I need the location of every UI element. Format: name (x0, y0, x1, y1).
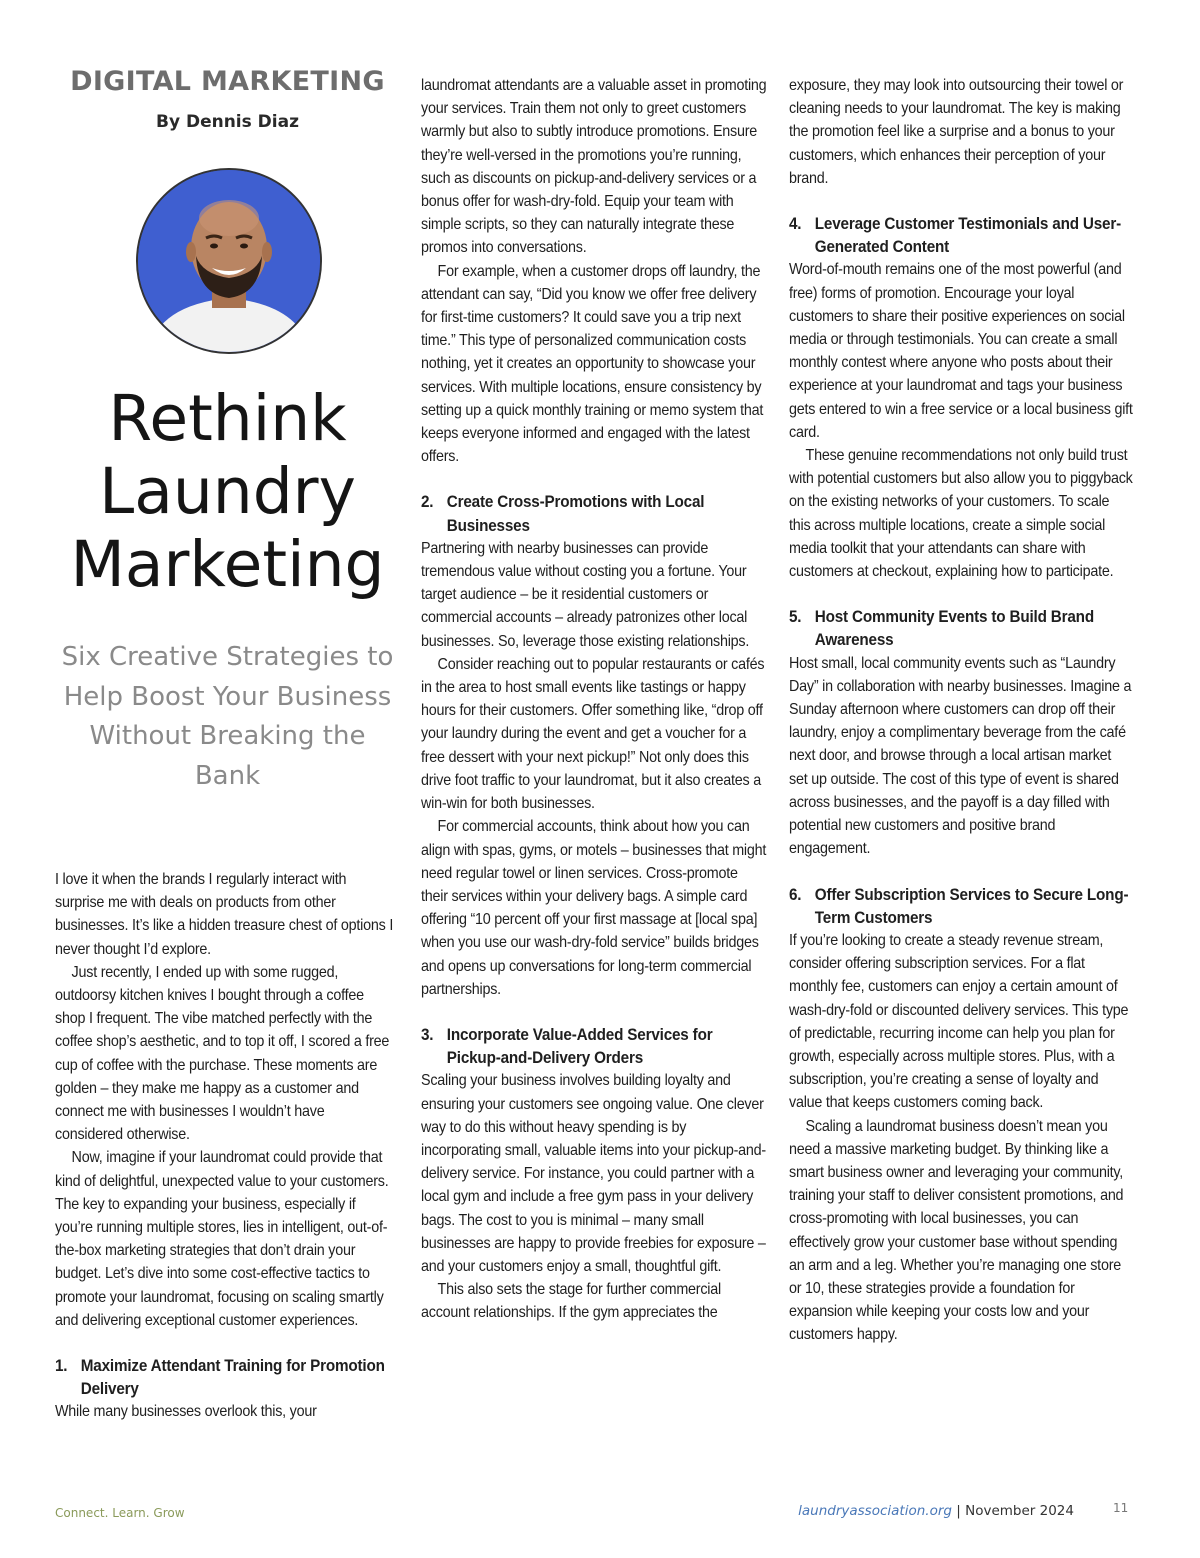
heading-strategy-6 (789, 883, 1133, 929)
title-line-3: Marketing (70, 528, 385, 601)
byline: By Dennis Diaz (156, 112, 299, 132)
right-column (789, 74, 1133, 1347)
intro-paragraph-2: Just recently, I ended up with some rugged, outdoorsy kitchen knives I bought through a coffee shop I frequent. The vibe matched perfectly with the coffee shop’s aesthetic, and to top it off, I scored a free cup of coffee with the purchase. These moments are golden – they make me happy as a customer and connect me with businesses I wouldn’t have considered otherwise. (55, 963, 390, 1144)
strategy-1-paragraph: While many businesses overlook this, your (55, 1403, 317, 1421)
title-line-1: Rethink (108, 382, 347, 455)
heading-text: Leverage Customer Testimonials and User-Generated Content (814, 214, 1122, 257)
heading-strategy-1 (55, 1354, 395, 1400)
strategy-2-paragraph-2: Consider reaching out to popular restaurants or cafés in the area to host small events like tastings or happy hours for their customers. Offer something like, “drop off your laundry during the event and get a voucher for a free dessert with your next pickup!” Not only does this drive foot traffic to your laundromat, but it also creates a win-win for both businesses. (421, 655, 765, 813)
heading-strategy-5 (789, 605, 1133, 651)
footer-publication (798, 1503, 1074, 1519)
article-title (40, 382, 415, 601)
left-column (55, 868, 395, 1424)
heading-strategy-4 (789, 212, 1133, 258)
heading-strategy-2 (421, 490, 767, 536)
strategy-4-paragraph-1: Word-of-mouth remains one of the most powerful (and free) forms of promotion. Encourage your loyal customers to share their positive experiences on social media or through testimonials. You can create a small monthly contest where anyone who posts about their experience at your laundromat and tags your business gets entered to win a free service or a local business gift card. (789, 261, 1133, 441)
author-portrait-icon (138, 170, 320, 352)
heading-text: Create Cross-Promotions with Local Businesses (446, 492, 705, 535)
heading-number: 4. (789, 214, 802, 234)
heading-text: Incorporate Value-Added Services for Pickup-and-Delivery Orders (446, 1024, 713, 1068)
heading-number: 3. (421, 1024, 434, 1044)
heading-number: 6. (789, 884, 802, 904)
heading-text: Host Community Events to Build Brand Awareness (814, 607, 1094, 650)
article-subtitle: Six Creative Strategies to Help Boost Your Business Without Breaking the Bank (61, 642, 394, 791)
strategy-2-paragraph-3: For commercial accounts, think about how you can align with spas, gyms, or motels – businesses that might need regular towel or linen services. Cross-promote their services within your delivery bags. A simple card offering “10 percent off your first massage at [local spa] when you use our wash-dry-fold service” builds bridges and opens up conversations for long-term commercial partnerships. (421, 818, 767, 998)
footer-issue-date: November 2024 (965, 1503, 1074, 1519)
heading-number: 2. (421, 492, 434, 512)
footer-tagline: Connect. Learn. Grow (55, 1506, 185, 1520)
section-label: DIGITAL MARKETING (70, 66, 385, 97)
intro-paragraph-3: Now, imagine if your laundromat could provide that kind of delightful, unexpected value to your customers. The key to expanding your business, especially if you’re running multiple stores, lies in intelligent, out-of-the-box marketing strategies that don’t drain your budget. Let’s dive into some cost-effective tactics to promote your laundromat, focusing on scaling smartly and delivering exceptional customer experiences. (55, 1149, 389, 1329)
strategy-6-paragraph-1: If you’re looking to create a steady revenue stream, consider offering subscription services. For a flat monthly fee, customers can enjoy a certain amount of wash-dry-fold or discounted delivery services. This type of predictable, recurring income can help you plan for growth, especially across multiple stores. Plus, with a subscription, you’re creating a sense of loyalty and value that keeps customers coming back. (789, 931, 1129, 1112)
middle-column (421, 74, 767, 1325)
footer-website-link[interactable]: laundryassociation.org (798, 1503, 952, 1519)
title-line-2: Laundry (99, 455, 356, 528)
heading-text: Offer Subscription Services to Secure Long-Term Customers (814, 884, 1129, 927)
intro-paragraph-1: I love it when the brands I regularly interact with surprise me with deals on products from other businesses. It’s like a hidden treasure chest of options I never thought I’d explore. (55, 871, 394, 958)
strategy-2-paragraph-1: Partnering with nearby businesses can provide tremendous value without costing you a fortune. Your target audience – be it residential customers or commercial accounts – already patronizes other local businesses. So, leverage those existing relationships. (421, 539, 750, 650)
heading-strategy-3 (421, 1023, 767, 1069)
heading-number: 5. (789, 607, 802, 627)
strategy-4-paragraph-2: These genuine recommendations not only build trust with potential customers but also allow you to piggyback on the existing networks of your customers. To scale this across multiple locations, create a simple social media toolkit that your attendants can share with customers at checkout, explaining how to participate. (789, 447, 1133, 581)
heading-number: 1. (55, 1356, 68, 1376)
strategy-1-paragraph-2: For example, when a customer drops off laundry, the attendant can say, “Did you know we offer free delivery for first-time customers? It could save you a trip next time.” This type of personalized communication costs nothing, yet it creates an opportunity to showcase your services. With multiple locations, ensure consistency by setting up a quick monthly training or memo system that keeps everyone informed and engaged with the latest offers. (421, 262, 764, 466)
strategy-3-paragraph-2: This also sets the stage for further commercial account relationships. If the gym appreciates the (421, 1281, 721, 1322)
heading-text: Maximize Attendant Training for Promotion Delivery (80, 1356, 385, 1399)
footer-separator: | (956, 1503, 961, 1519)
strategy-3-continued: exposure, they may look into outsourcing their towel or cleaning needs to your laundromat. The key is making the promotion feel like a surprise and a bonus to your customers, which enhances their perception of your brand. (789, 77, 1124, 187)
strategy-3-paragraph-1: Scaling your business involves building loyalty and ensuring your customers see ongoing value. One clever way to do this without heavy spending is by incorporating small, valuable items into your pickup-and-delivery service. For instance, you could partner with a local gym and include a free gym pass in your delivery bags. The cost to you is minimal – many small businesses are happy to provide freebies for exposure – and your customers enjoy a small, thoughtful gift. (421, 1072, 766, 1275)
author-photo (136, 168, 322, 354)
strategy-5-paragraph: Host small, local community events such as “Laundry Day” in collaboration with nearby businesses. Imagine a Sunday afternoon where customers can drop off their laundry, enjoy a complimentary beverage from the café next door, and browse through a local artisan market set up outside. The cost of this type of event is shared across businesses, and the payoff is a day filled with potential new customers and positive brand engagement. (789, 654, 1132, 858)
page-number: 11 (1113, 1501, 1129, 1515)
strategy-1-continued: laundromat attendants are a valuable asset in promoting your services. Train them not only to greet customers warmly but also to subtly introduce promotions. Ensure they’re well-versed in the promotions you’re running, such as discounts on pickup-and-delivery services or a bonus offer for wash-dry-fold. Equip your team with simple scripts, so they can naturally integrate these promos into conversations. (421, 77, 767, 257)
strategy-6-paragraph-2: Scaling a laundromat business doesn’t mean you need a massive marketing budget. By thinking like a smart business owner and leveraging your community, training your staff to deliver consistent promotions, and cross-promoting with local businesses, you can effectively grow your customer base without spending an arm and a leg. Whether you’re managing one store or 10, these strategies provide a foundation for expansion while keeping your costs low and your customers happy. (789, 1117, 1124, 1344)
